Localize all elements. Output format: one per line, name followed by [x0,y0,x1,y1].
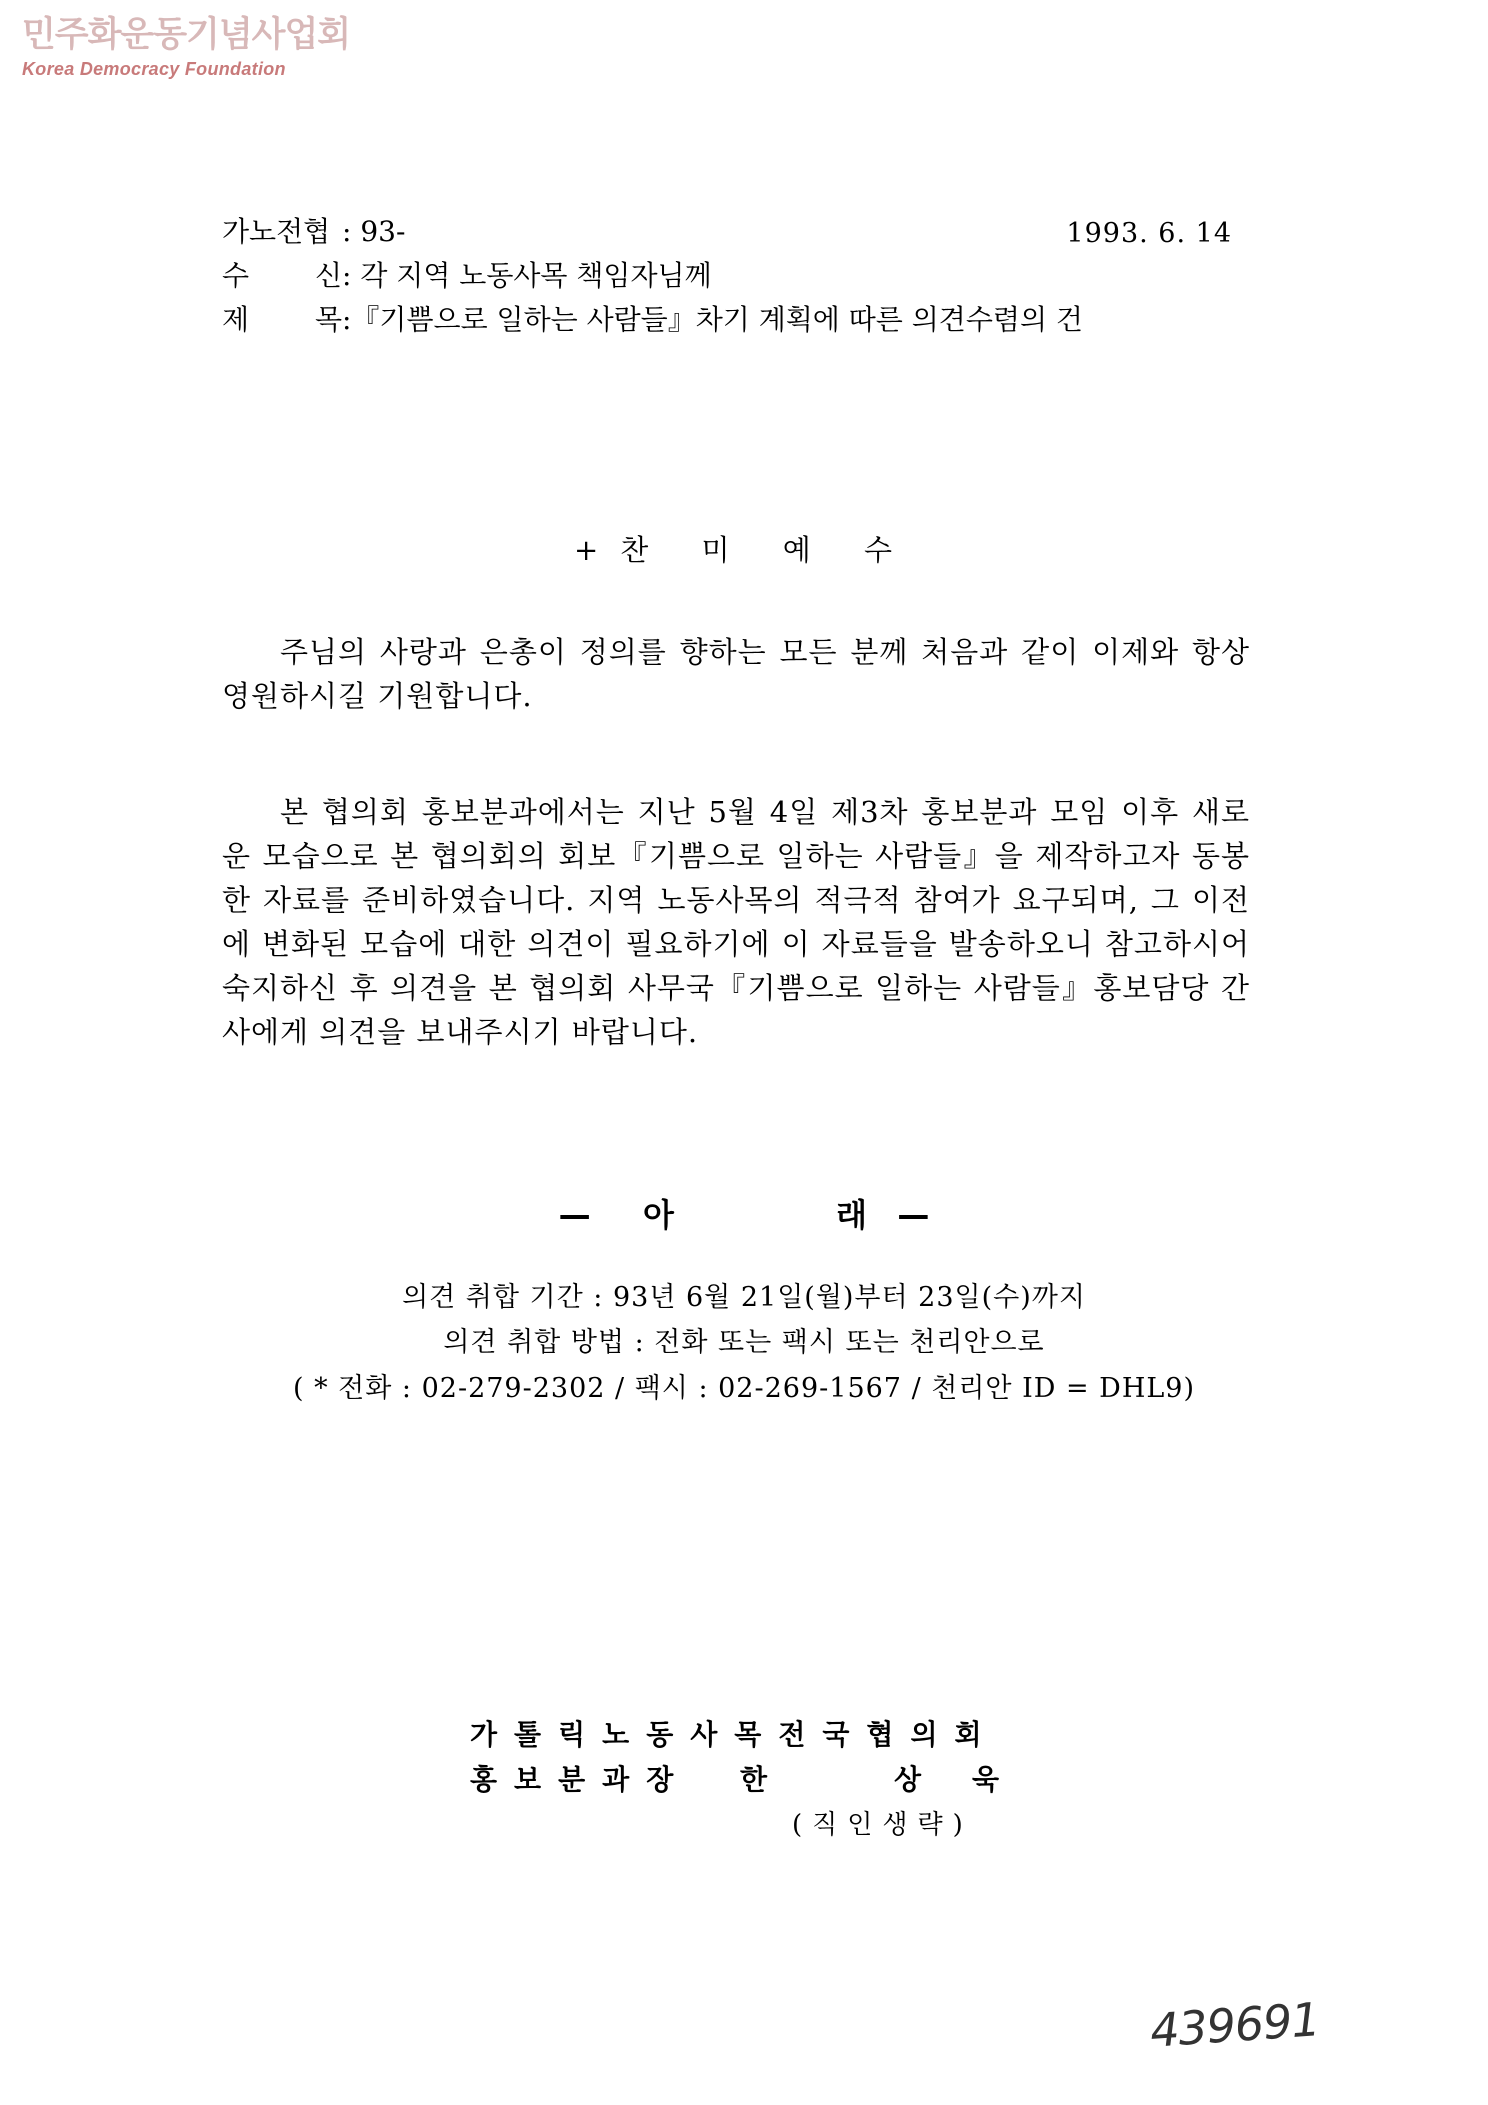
collection-method: 의견 취합 방법 : 전화 또는 팩시 또는 천리안으로 [443,1327,1045,1358]
handwritten-archive-number: 439691 [1148,1992,1322,2058]
paragraph-blessing: 주님의 사랑과 은총이 정의를 향하는 모든 분께 처음과 같이 이제와 항상 영원하시길 기원합니다. [222,635,1250,713]
contact-info: ( * 전화 : 02-279-2302 / 팩시 : 02-269-1567 / 천리안 ID = DHL9) [292,1373,1196,1404]
signature-name-2: 상 [894,1763,922,1796]
watermark-korean: 민주화운동기념사업회 [22,15,351,55]
notice-heading [0,1190,1488,1236]
paragraph-main: 본 협의회 홍보분과에서는 지난 5월 4일 제3차 홍보분과 모임 이후 새로운 모습으로 본 협의회의 회보『기쁨으로 일하는 사람들』을 제작하고자 동봉한 자료를 준비하였습니다. 지역 노동사목의 적극적 참여가 요구되며, 그 이전에 변화된 모습에 대한 의견이 필요하기에 이 자료들을 발송하오니 참고하시어 숙지하신 후 의견을 본 협의회 사무국『기쁨으로 일하는 사람들』홍보담당 간사에게 의견을 보내주시기 바랍니다. [222,795,1250,1049]
document-date: 1993. 6. 14 [1066,218,1232,249]
signature-name-3: 욱 [972,1763,1000,1796]
watermark-english: Korea Democracy Foundation [22,59,286,79]
subject-value: :『기쁨으로 일하는 사람들』차기 계획에 따른 의견수렴의 건 [342,303,1083,336]
notice-word-b: 래 [836,1196,868,1234]
recipient-value: : 각 지역 노동사목 책임자님께 [342,259,712,292]
doc-number-label: 가노전협 [222,215,331,248]
signature-organization: 가톨릭노동사목전국협의회 [470,1718,999,1751]
subject-line [222,303,1083,336]
signature-name-1: 한 [740,1763,768,1796]
notice-dash-left: — [558,1196,591,1234]
collection-period: 의견 취합 기간 : 93년 6월 21일(월)부터 23일(수)까지 [402,1282,1086,1313]
recipient-label: 수 신 [222,259,342,292]
seal-omitted-note: (직인생략) [792,1810,973,1840]
doc-number-line [222,215,406,248]
notice-word-a: 아 [642,1196,674,1234]
recipient-line [222,259,712,292]
greeting: +찬 미 예 수 [573,533,914,567]
subject-label: 제 목 [222,303,342,336]
doc-number-value: : 93- [342,215,406,248]
notice-dash-right: — [897,1196,930,1234]
foundation-watermark [22,15,351,80]
signature-title: 홍보분과장 [470,1763,691,1796]
